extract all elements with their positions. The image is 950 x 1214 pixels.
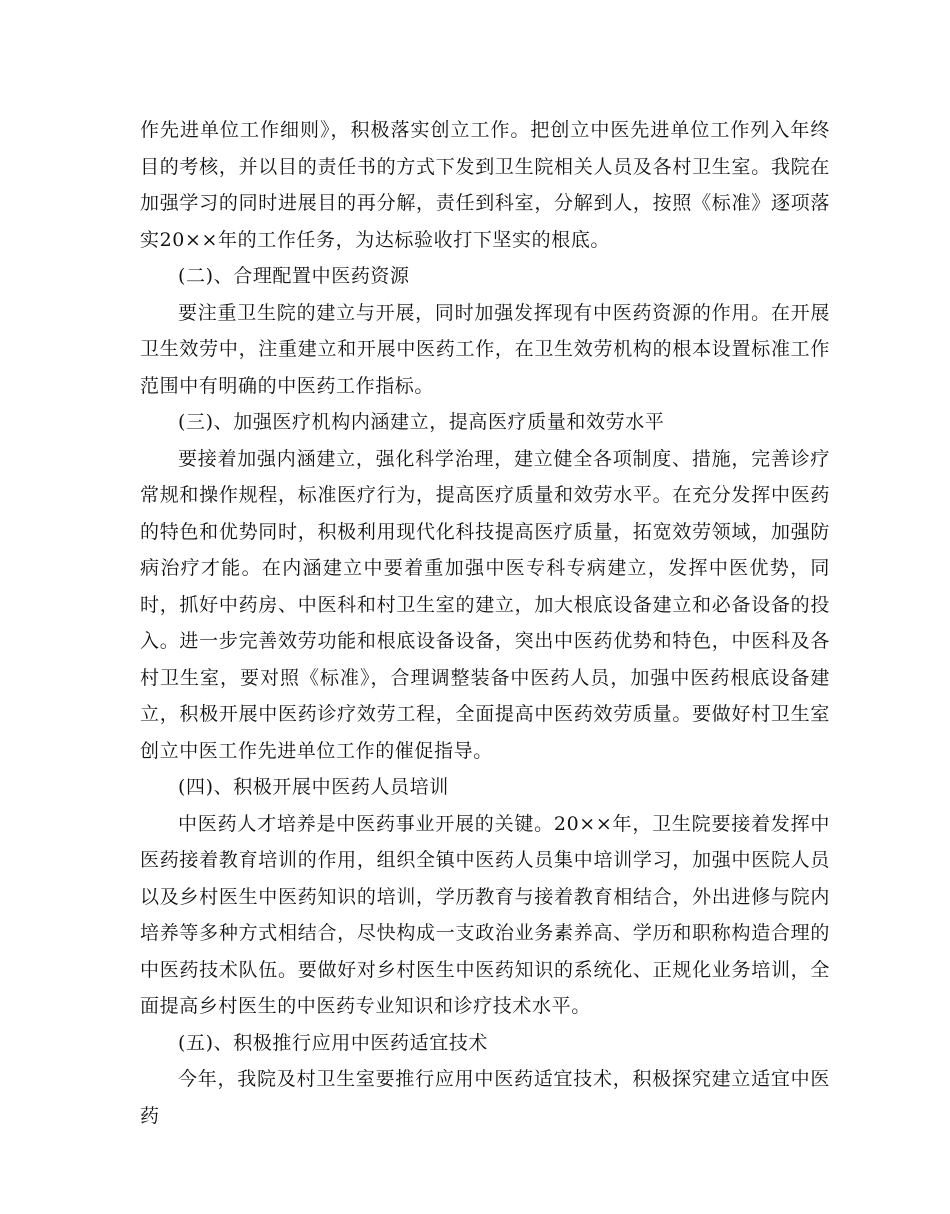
section-heading-4: (四)、积极开展中医药人员培训 — [178, 776, 449, 798]
paragraph-resources: 要注重卫生院的建立与开展，同时加强发挥现有中医药资源的作用。在开展卫生效劳中，注重建立和开展中医药工作，在卫生效劳机构的根本设置标准工作范围中有明确的中医药工作指标。 — [140, 301, 830, 397]
document-body — [140, 112, 830, 1134]
paragraph-continuation: 作先进单位工作细则》，积极落实创立工作。把创立中医先进单位工作列入年终目的考核，并以目的责任书的方式下发到卫生院相关人员及各村卫生室。我院在加强学习的同时进展目的再分解，责任到科室，分解到人，按照《标准》逐项落实20××年的工作任务，为达标验收打下坚实的根底。 — [140, 119, 830, 251]
paragraph-quality: 要接着加强内涵建立，强化科学治理，建立健全各项制度、措施，完善诊疗常规和操作规程，标准医疗行为，提高医疗质量和效劳水平。在充分发挥中医药的特色和优势同时，积极利用现代化科技提高医疗质量，拓宽效劳领域，加强防病治疗才能。在内涵建立中要着重加强中医专科专病建立，发挥中医优势，同时，抓好中药房、中医科和村卫生室的建立，加大根底设备建立和必备设备的投入。进一步完善效劳功能和根底设备设备，突出中医药优势和特色，中医科及各村卫生室，要对照《标准》，合理调整装备中医药人员，加强中医药根底设备建立，积极开展中医药诊疗效劳工程，全面提高中医药效劳质量。要做好村卫生室创立中医工作先进单位工作的催促指导。 — [140, 447, 830, 762]
section-heading-5: (五)、积极推行应用中医药适宜技术 — [178, 1031, 489, 1054]
paragraph-training: 中医药人才培养是中医药事业开展的关键。20××年，卫生院要接着发挥中医药接着教育培训的作用，组织全镇中医药人员集中培训学习，加强中医院人员以及乡村医生中医药知识的培训，学历教育与接着教育相结合，外出进修与院内培养等多种方式相结合，尽快构成一支政治业务素养高、学历和职称构造合理的中医药技术队伍。要做好对乡村医生中医药知识的系统化、正规化业务培训，全面提高乡村医生的中医药专业知识和诊疗技术水平。 — [140, 812, 830, 1017]
paragraph-techniques: 今年，我院及村卫生室要推行应用中医药适宜技术，积极探究建立适宜中医药 — [140, 1068, 830, 1127]
section-heading-2: (二)、合理配置中医药资源 — [178, 265, 410, 287]
section-heading-3: (三)、加强医疗机构内涵建立，提高医疗质量和效劳水平 — [178, 411, 665, 433]
